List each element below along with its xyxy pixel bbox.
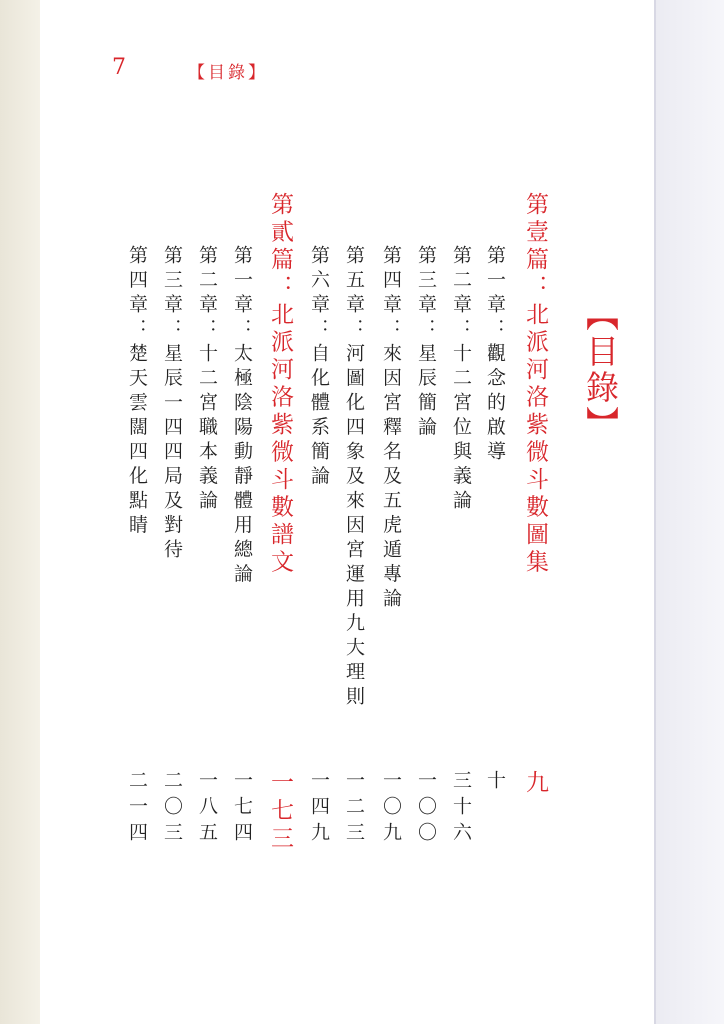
toc-page-number: 九 bbox=[522, 770, 548, 798]
toc-chapter-title[interactable]: 第三章：星辰簡論 bbox=[415, 245, 437, 441]
toc-page-number: 一〇九 bbox=[380, 770, 402, 848]
toc-chapter-title[interactable]: 第五章：河圖化四象及來因宮運用九大理則 bbox=[343, 245, 365, 711]
page-edge-line bbox=[654, 0, 656, 1024]
book-gutter bbox=[0, 0, 40, 1024]
toc-chapter-title[interactable]: 第三章：星辰一四四局及對待 bbox=[161, 245, 183, 564]
toc-chapter-title[interactable]: 第一章：太極陰陽動靜體用總論 bbox=[231, 245, 253, 588]
running-title: 【目錄】 bbox=[188, 63, 268, 83]
toc-page-number: 一七三 bbox=[267, 770, 293, 854]
toc-page-number: 一七四 bbox=[231, 770, 253, 848]
toc-page-number: 一八五 bbox=[196, 770, 218, 848]
toc-chapter-title[interactable]: 第四章：來因宮釋名及五虎遁專論 bbox=[380, 245, 402, 613]
toc-page-number: 二〇三 bbox=[161, 770, 183, 848]
page-number: 7 bbox=[112, 55, 126, 80]
toc-chapter-title[interactable]: 第二章：十二宮位與義論 bbox=[450, 245, 472, 515]
toc-page-number: 十 bbox=[484, 770, 506, 796]
toc-page-number: 一二三 bbox=[343, 770, 365, 848]
toc-title: 【目錄】 bbox=[581, 298, 620, 442]
page-edge bbox=[654, 0, 724, 1024]
toc-chapter-title[interactable]: 第六章：自化體系簡論 bbox=[308, 245, 330, 490]
toc-part-title-2[interactable]: 第貳篇：北派河洛紫微斗數譜文 bbox=[267, 192, 293, 577]
toc-page-number: 三十六 bbox=[450, 770, 472, 848]
toc-page-number: 二一四 bbox=[126, 770, 148, 848]
toc-chapter-title[interactable]: 第一章：觀念的啟導 bbox=[484, 245, 506, 466]
toc-page-number: 一〇〇 bbox=[415, 770, 437, 848]
toc-chapter-title[interactable]: 第四章：楚天雲闊四化點睛 bbox=[126, 245, 148, 539]
toc-part-title-1[interactable]: 第壹篇：北派河洛紫微斗數圖集 bbox=[522, 192, 548, 577]
toc-chapter-title[interactable]: 第二章：十二宮職本義論 bbox=[196, 245, 218, 515]
toc-page-number: 一四九 bbox=[308, 770, 330, 848]
